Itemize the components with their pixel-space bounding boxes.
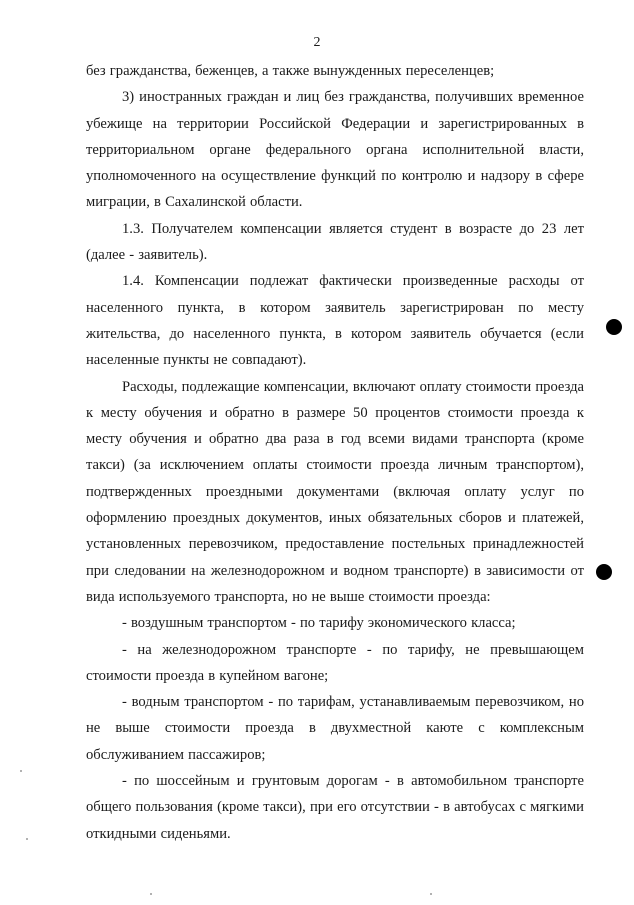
paragraph-expenses: Расходы, подлежащие компенсации, включают оплату стоимости проезда к месту обучения и обратно в размере 50 процентов стоимости проезда к месту обучения и обратно два раза в год всеми видами транспорта (кроме такси) (за исключением оплаты стоимости проезда личным транспортом), подтвержденных проездными документами (включая оплату услуг по оформлению проездных документов, иных обязательных сборов и платежей, установленных перевозчиком, предоставление постельных принадлежностей при следовании на железнодорожном и водном транспорте) в зависимости от вида используемого транспорта, но не выше стоимости проезда:	[86, 378, 584, 605]
paragraph-item-3: 3) иностранных граждан и лиц без гражданства, получивших временное убежище на территории Российской Федерации и зарегистрированных в территориальном органе федерального органа исполнительной власти, уполномоченного на осуществление функций по контролю и надзору в сфере миграции, в Сахалинской области.	[86, 89, 584, 211]
scan-speck	[26, 838, 28, 840]
paragraph-continuation: без гражданства, беженцев, а также вынужденных переселенцев;	[86, 63, 495, 79]
scan-speck	[20, 770, 22, 772]
list-item-road-transport: - по шоссейным и грунтовым дорогам - в автомобильном транспорте общего пользования (кроме такси), при его отсутствии - в автобусах с мягкими откидными сиденьями.	[86, 773, 584, 842]
list-item-water-transport: - водным транспортом - по тарифам, устанавливаемым перевозчиком, но не выше стоимости проезда в двухместной каюте с комплексным обслуживанием пассажиров;	[86, 694, 584, 763]
punch-hole-mark	[606, 319, 622, 335]
paragraph-1-3: 1.3. Получателем компенсации является студент в возрасте до 23 лет (далее - заявитель).	[86, 220, 584, 264]
document-body	[86, 58, 584, 847]
page-number: 2	[313, 35, 321, 50]
punch-hole-mark	[596, 564, 612, 580]
list-item-rail-transport: - на железнодорожном транспорте - по тарифу, не превышающем стоимости проезда в купейном вагоне;	[86, 641, 584, 684]
scan-speck	[430, 893, 432, 895]
list-item-air-transport: - воздушным транспортом - по тарифу экономического класса;	[122, 615, 516, 632]
paragraph-1-4: 1.4. Компенсации подлежат фактически произведенные расходы от населенного пункта, в котором заявитель зарегистрирован по месту жительства, до населенного пункта, в котором заявитель обучается (если населенные пункты не совпадают).	[86, 273, 584, 369]
scan-speck	[150, 893, 152, 895]
